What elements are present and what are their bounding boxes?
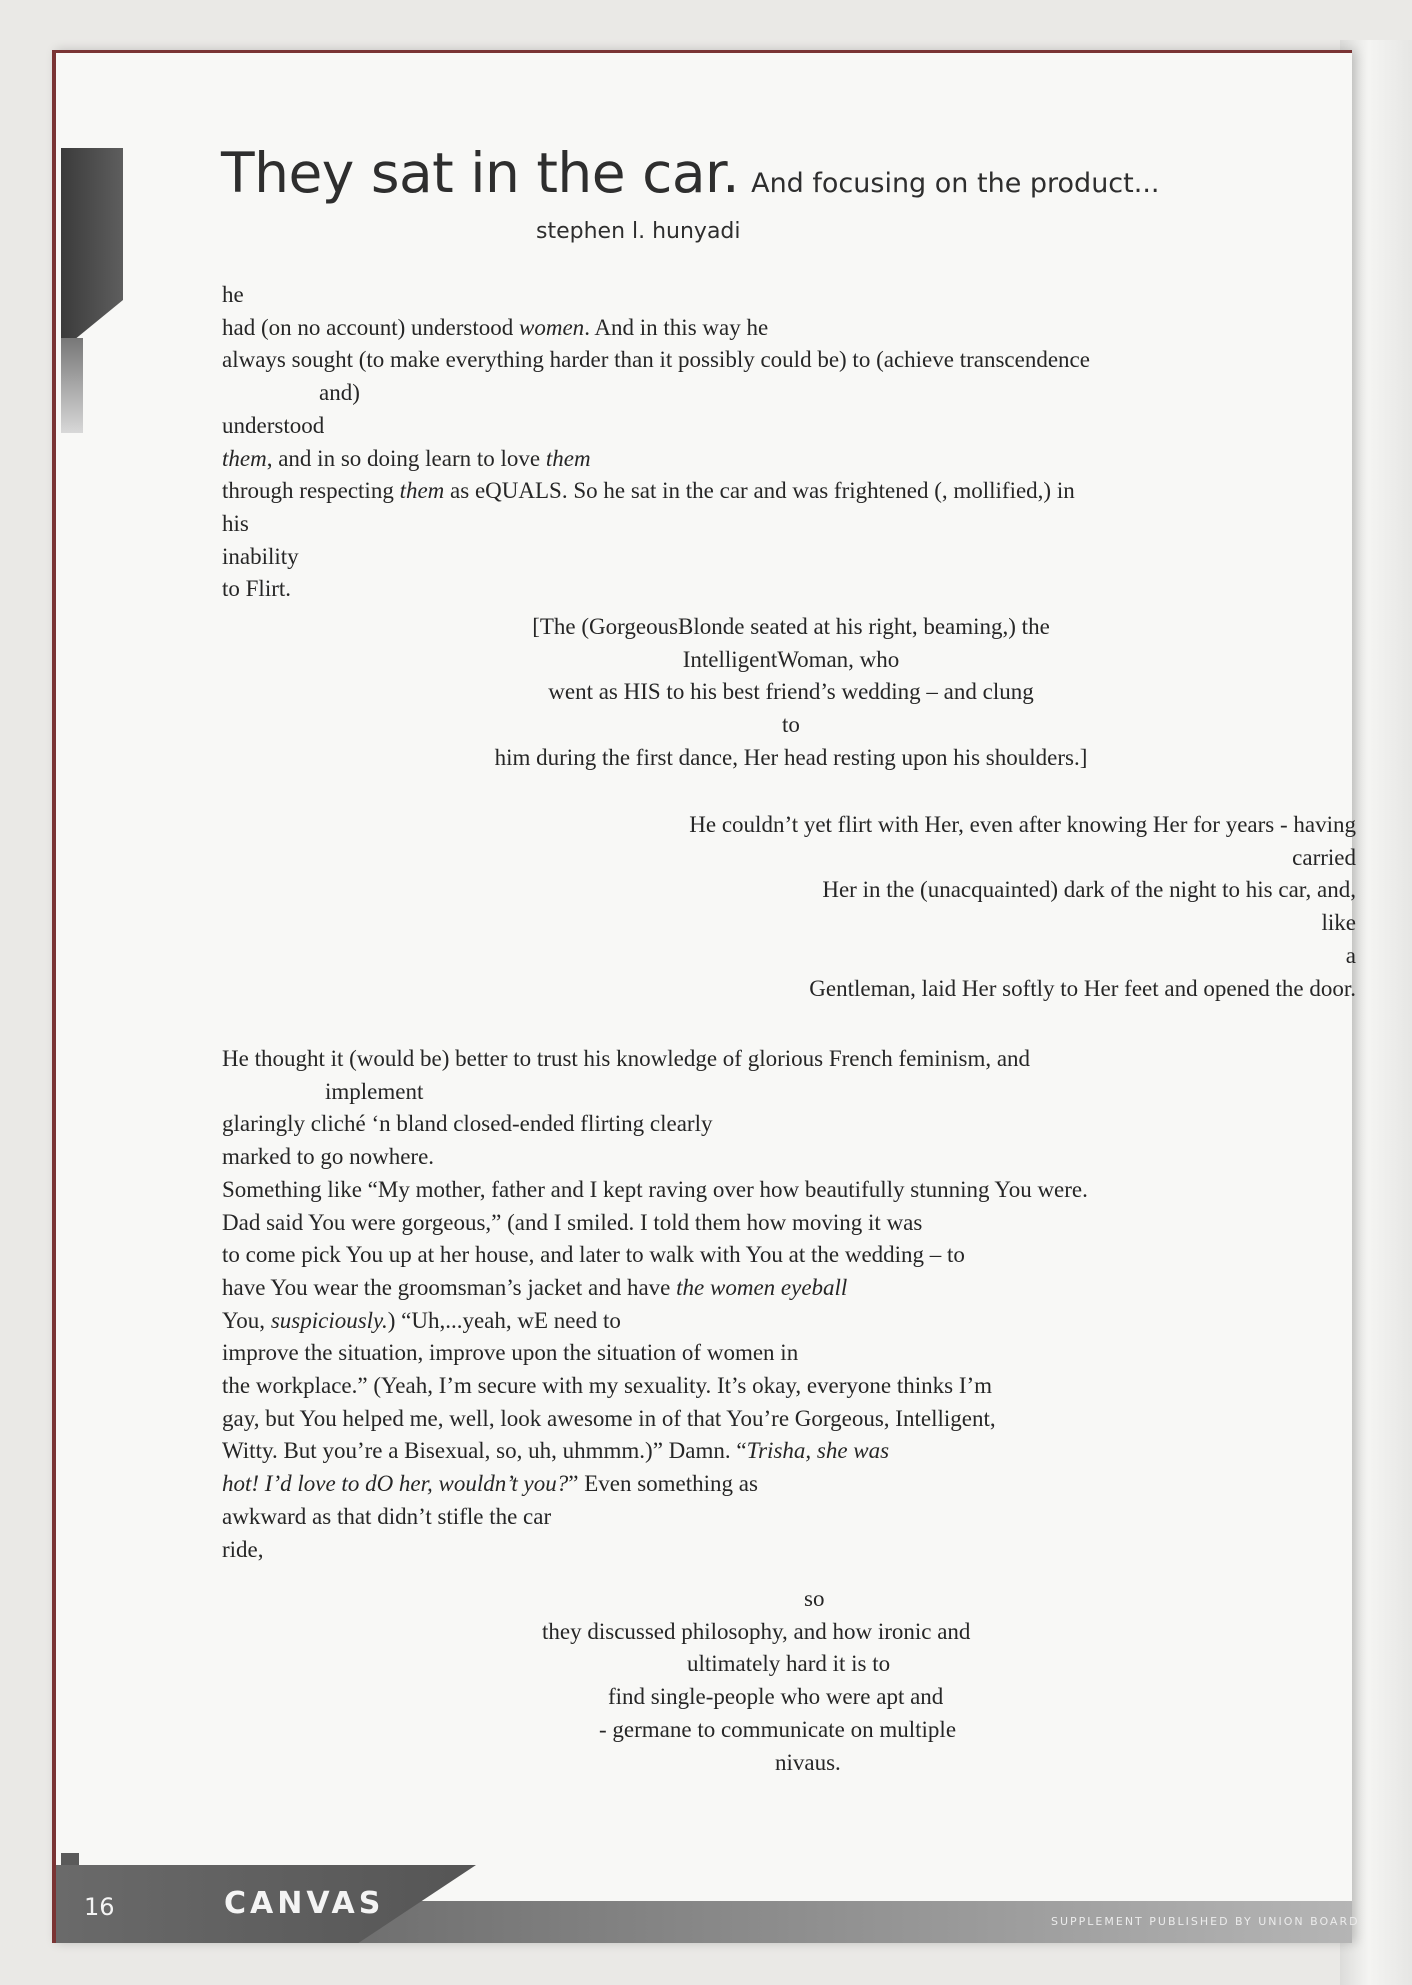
- text-line: have You wear the groomsman’s jacket and have the women eyeball: [222, 1274, 848, 1300]
- text-line: ride,: [222, 1536, 264, 1562]
- magazine-page: [52, 50, 1360, 1943]
- text-line: carried: [1292, 844, 1356, 870]
- text-line: they discussed philosophy, and how ironic and: [542, 1618, 971, 1644]
- spine-fade-decoration: [61, 338, 83, 433]
- text-line: to: [782, 712, 800, 738]
- page-number: 16: [84, 1893, 115, 1921]
- magazine-name: CANVAS: [224, 1886, 385, 1921]
- text-line: always sought (to make everything harder than it possibly could be) to (achieve transcendence: [222, 347, 1090, 373]
- text-line: glaringly cliché ‘n bland closed-ended flirting clearly: [222, 1111, 713, 1137]
- text-line: improve the situation, improve upon the situation of women in: [222, 1340, 799, 1366]
- text-line: the workplace.” (Yeah, I’m secure with my sexuality. It’s okay, everyone thinks I’m: [222, 1373, 993, 1399]
- paragraph-1: [222, 279, 1322, 606]
- text-line: IntelligentWoman, who: [682, 646, 900, 672]
- text-line: a: [1345, 942, 1356, 968]
- text-line: ultimately hard it is to: [687, 1651, 891, 1677]
- text-line: like: [1321, 910, 1356, 936]
- text-line: and): [319, 380, 360, 406]
- text-line: - germane to communicate on multiple: [599, 1716, 957, 1742]
- text-line: nivaus.: [775, 1749, 841, 1775]
- text-line: inability: [222, 543, 299, 569]
- text-line: went as HIS to his best friend’s wedding – and clung: [548, 679, 1034, 705]
- text-line: understood: [222, 412, 325, 438]
- spine-tab-decoration: [61, 148, 123, 338]
- paragraph-5: [316, 1583, 1336, 1779]
- article-subtitle: And focusing on the product...: [751, 168, 1160, 199]
- text-line: implement: [325, 1078, 424, 1104]
- text-line: He couldn’t yet flirt with Her, even after knowing Her for years - having: [689, 812, 1356, 837]
- text-line: [The (GorgeousBlonde seated at his right, beaming,) the: [532, 614, 1050, 639]
- text-line: Gentleman, laid Her softly to Her feet and opened the door.: [809, 975, 1356, 1001]
- paragraph-3: [406, 809, 1356, 1005]
- text-line: them, and in so doing learn to love them: [222, 445, 591, 471]
- text-line: gay, but You helped me, well, look awesome in of that You’re Gorgeous, Intelligent,: [222, 1405, 996, 1431]
- text-line: through respecting them as eQUALS. So he sat in the car and was frightened (, mollified,) in: [222, 478, 1075, 504]
- text-line: to come pick You up at her house, and later to walk with You at the wedding – to: [222, 1242, 965, 1268]
- paragraph-2: [316, 611, 1266, 775]
- text-line: hot! I’d love to dO her, wouldn’t you?” Even something as: [222, 1471, 758, 1497]
- text-line: Something like “My mother, father and I kept raving over how beautifully stunning You were.: [222, 1176, 1088, 1202]
- text-line: You, suspiciously.) “Uh,...yeah, wE need to: [222, 1307, 621, 1333]
- paragraph-4: [222, 1043, 1322, 1566]
- supplement-credit: SUPPLEMENT PUBLISHED BY UNION BOARD: [1051, 1915, 1360, 1928]
- text-line: awkward as that didn’t stifle the car: [222, 1503, 552, 1529]
- text-line: him during the first dance, Her head resting upon his shoulders.]: [494, 744, 1088, 770]
- text-line: he: [222, 282, 244, 307]
- text-line: had (on no account) understood women. And in this way he: [222, 314, 769, 340]
- author-byline: stephen l. hunyadi: [536, 219, 741, 244]
- text-line: Witty. But you’re a Bisexual, so, uh, uhmmm.)” Damn. “Trisha, she was: [222, 1438, 890, 1464]
- text-line: so: [804, 1586, 825, 1611]
- text-line: find single-people who were apt and: [608, 1684, 944, 1710]
- text-line: Her in the (unacquainted) dark of the night to his car, and,: [822, 877, 1356, 903]
- text-line: marked to go nowhere.: [222, 1144, 435, 1170]
- text-line: Dad said You were gorgeous,” (and I smiled. I told them how moving it was: [222, 1209, 923, 1235]
- text-line: He thought it (would be) better to trust his knowledge of glorious French feminism, and: [222, 1046, 1031, 1071]
- text-line: to Flirt.: [222, 576, 292, 602]
- text-line: his: [222, 510, 249, 536]
- article-title: They sat in the car.: [221, 141, 740, 205]
- article-header: [221, 141, 1159, 205]
